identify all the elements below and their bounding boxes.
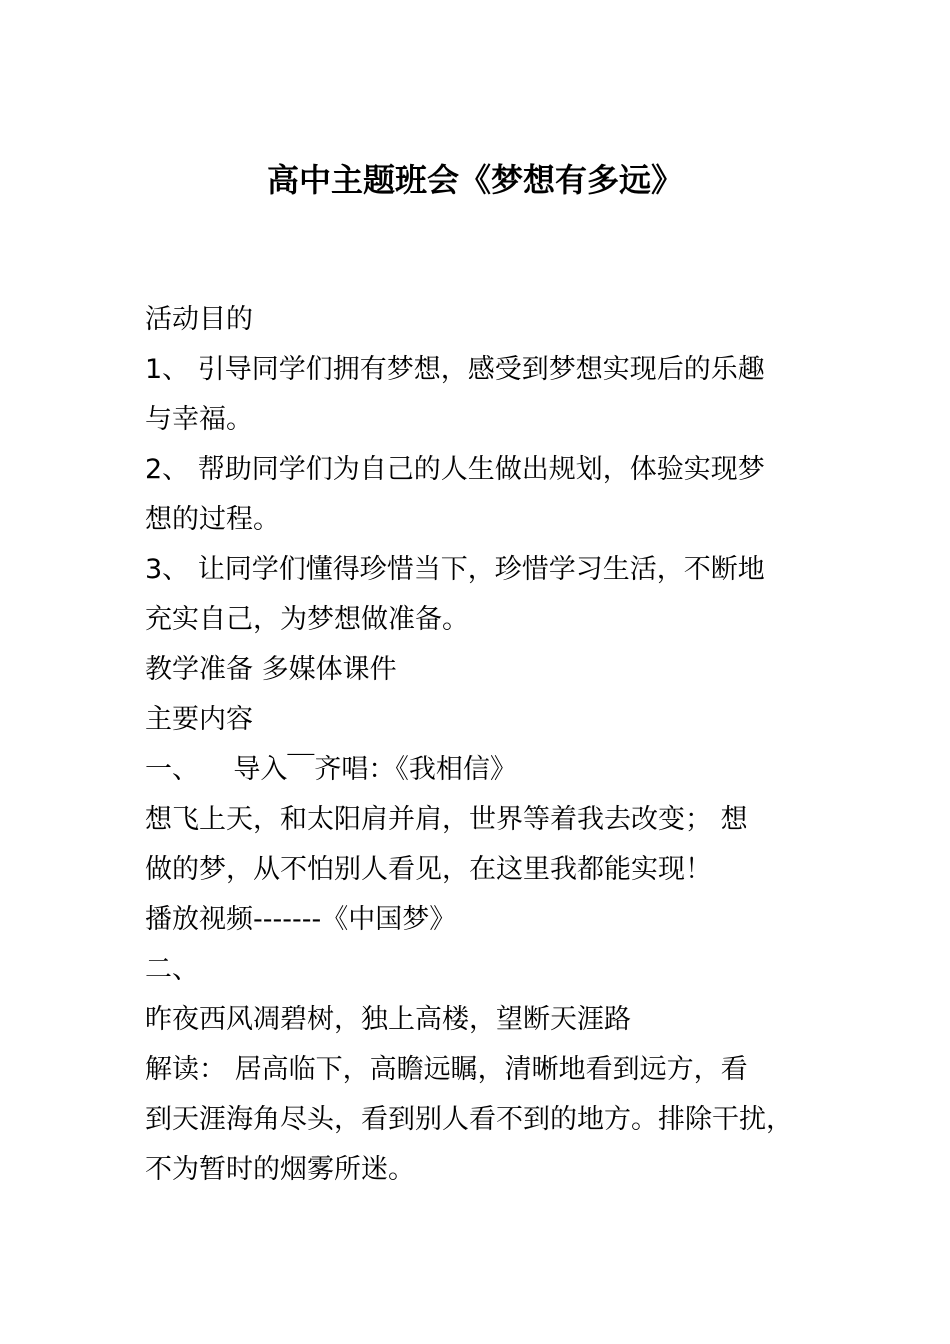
document-body [145, 295, 835, 1195]
paragraph-line: 播放视频-------《中国梦》 [145, 904, 457, 935]
paragraph-line: 解读： 居高临下，高瞻远瞩，清晰地看到远方，看 [145, 1054, 748, 1085]
poem-line: 昨夜西风凋碧树，独上高楼，望断天涯路 [145, 1004, 631, 1035]
paragraph-line: 到天涯海角尽头，看到别人看不到的地方。排除干扰， [145, 1104, 793, 1135]
lyrics-line: 想飞上天，和太阳肩并肩，世界等着我去改变； 想 [145, 804, 748, 835]
paragraph-line: 不为暂时的烟雾所迷。 [145, 1154, 415, 1185]
paragraph-line: 2、 帮助同学们为自己的人生做出规划，体验实现梦 [145, 454, 765, 485]
paragraph-line: 与幸福。 [145, 404, 253, 435]
paragraph-line: 3、 让同学们懂得珍惜当下，珍惜学习生活，不断地 [145, 554, 765, 585]
paragraph-line: 充实自己，为梦想做准备。 [145, 604, 469, 635]
document-title: 高中主题班会《梦想有多远》 [266, 161, 683, 199]
subsection-heading-one: 一、 导入￣齐唱：《我相信》 [145, 754, 517, 785]
subsection-heading-two: 二、 [145, 954, 199, 985]
paragraph-line: 想的过程。 [145, 504, 280, 535]
paragraph-line: 1、 引导同学们拥有梦想，感受到梦想实现后的乐趣 [145, 354, 765, 385]
section-heading-purpose: 活动目的 [145, 304, 253, 335]
section-heading-content: 主要内容 [145, 704, 253, 735]
lyrics-line: 做的梦，从不怕别人看见，在这里我都能实现！ [145, 854, 712, 885]
section-heading-preparation: 教学准备 多媒体课件 [145, 654, 397, 685]
